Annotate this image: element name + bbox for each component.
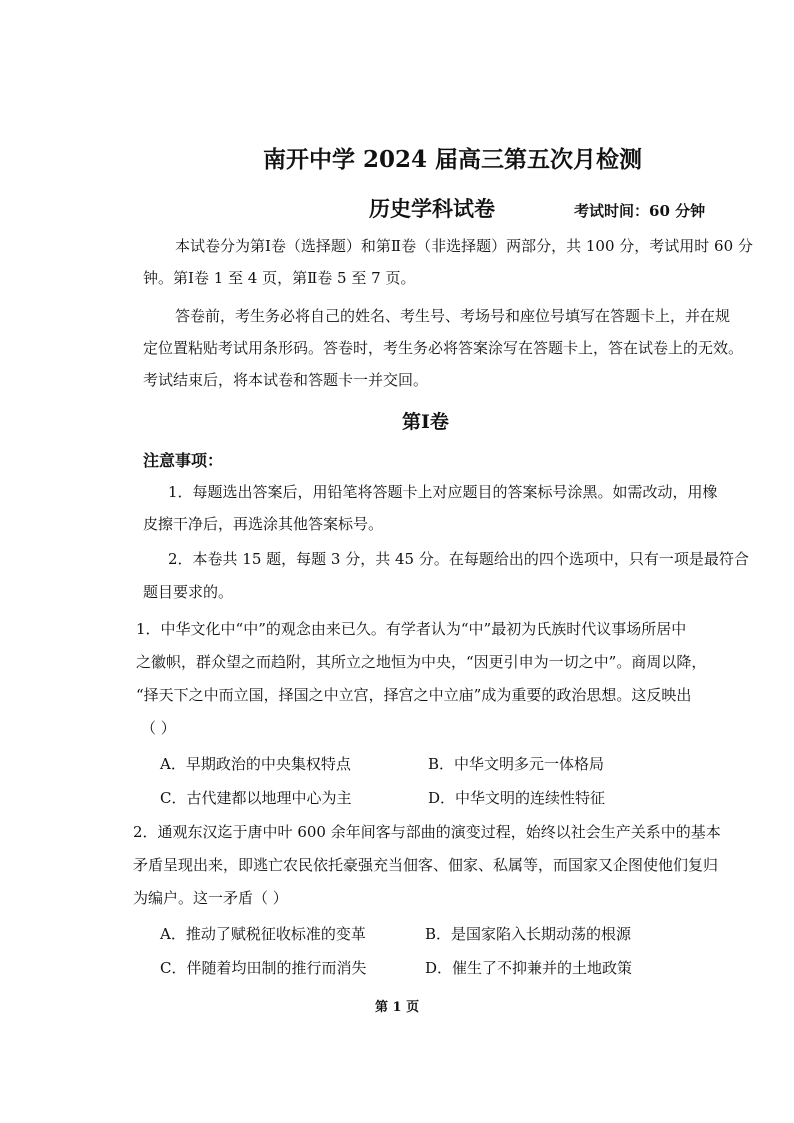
question-2-line-1: 2．通观东汉迄于唐中叶 600 余年间客与部曲的演变过程，始终以社会生产关系中的基本 [133,823,721,841]
question-2-option-c: C．伴随着均田制的推行而消失 [160,959,367,977]
question-2-option-a: A．推动了赋税征收标准的变革 [160,925,366,943]
volume-title: 第Ⅰ卷 [402,411,449,433]
exam-subtitle: 历史学科试卷 [369,196,495,221]
intro-paragraph-2-line-1: 答卷前，考生务必将自己的姓名、考生号、考场号和座位号填写在答题卡上，并在规 [175,307,731,325]
page-number: 第 1 页 [375,1000,420,1015]
exam-title: 南开中学 2024 届高三第五次月检测 [263,146,643,173]
notice-item-2-line-1: 2．本卷共 15 题，每题 3 分，共 45 分。在每题给出的四个选项中，只有一项是最符合 [168,550,749,568]
question-1-line-1: 1．中华文化中“中”的观念由来已久。有学者认为“中”最初为氏族时代议事场所居中 [136,620,687,638]
intro-paragraph-2-line-2: 定位置粘贴考试用条形码。答卷时，考生务必将答案涂写在答题卡上，答在试卷上的无效。 [143,339,744,357]
notice-item-2-line-2: 题目要求的。 [143,583,234,601]
question-1-option-d: D．中华文明的连续性特征 [428,789,606,807]
question-2-line-2: 矛盾呈现出来，即逃亡农民依托豪强充当佃客、佃家、私属等，而国家又企图使他们复归 [133,856,719,874]
exam-time: 考试时间：60 分钟 [574,202,706,220]
question-1-answer-blank: （ ） [141,719,176,737]
intro-paragraph-1-line-2: 钟。第Ⅰ卷 1 至 4 页，第Ⅱ卷 5 至 7 页。 [143,269,416,287]
notice-heading: 注意事项： [143,451,224,470]
question-2-line-3: 为编户。这一矛盾（ ） [133,889,288,907]
question-1-option-a: A．早期政治的中央集权特点 [160,755,351,773]
question-2-option-d: D．催生了不抑兼并的土地政策 [425,959,633,977]
question-1-line-3: “择天下之中而立国，择国之中立宫，择宫之中立庙”成为重要的政治思想。这反映出 [136,686,692,704]
notice-item-1-line-2: 皮擦干净后，再选涂其他答案标号。 [143,515,384,533]
intro-paragraph-2-line-3: 考试结束后，将本试卷和答题卡一并交回。 [143,371,429,389]
question-1-option-b: B．中华文明多元一体格局 [428,755,605,773]
intro-paragraph-1-line-1: 本试卷分为第Ⅰ卷（选择题）和第Ⅱ卷（非选择题）两部分，共 100 分，考试用时 60 分 [175,237,753,255]
question-1-option-c: C．古代建都以地理中心为主 [160,789,352,807]
notice-item-1-line-1: 1．每题选出答案后，用铅笔将答题卡上对应题目的答案标号涂黑。如需改动，用橡 [168,483,718,501]
question-1-line-2: 之徽帜，群众望之而趋附，其所立之地恒为中央，“因更引申为一切之中”。商周以降， [136,653,707,671]
question-2-option-b: B．是国家陷入长期动荡的根源 [425,925,632,943]
